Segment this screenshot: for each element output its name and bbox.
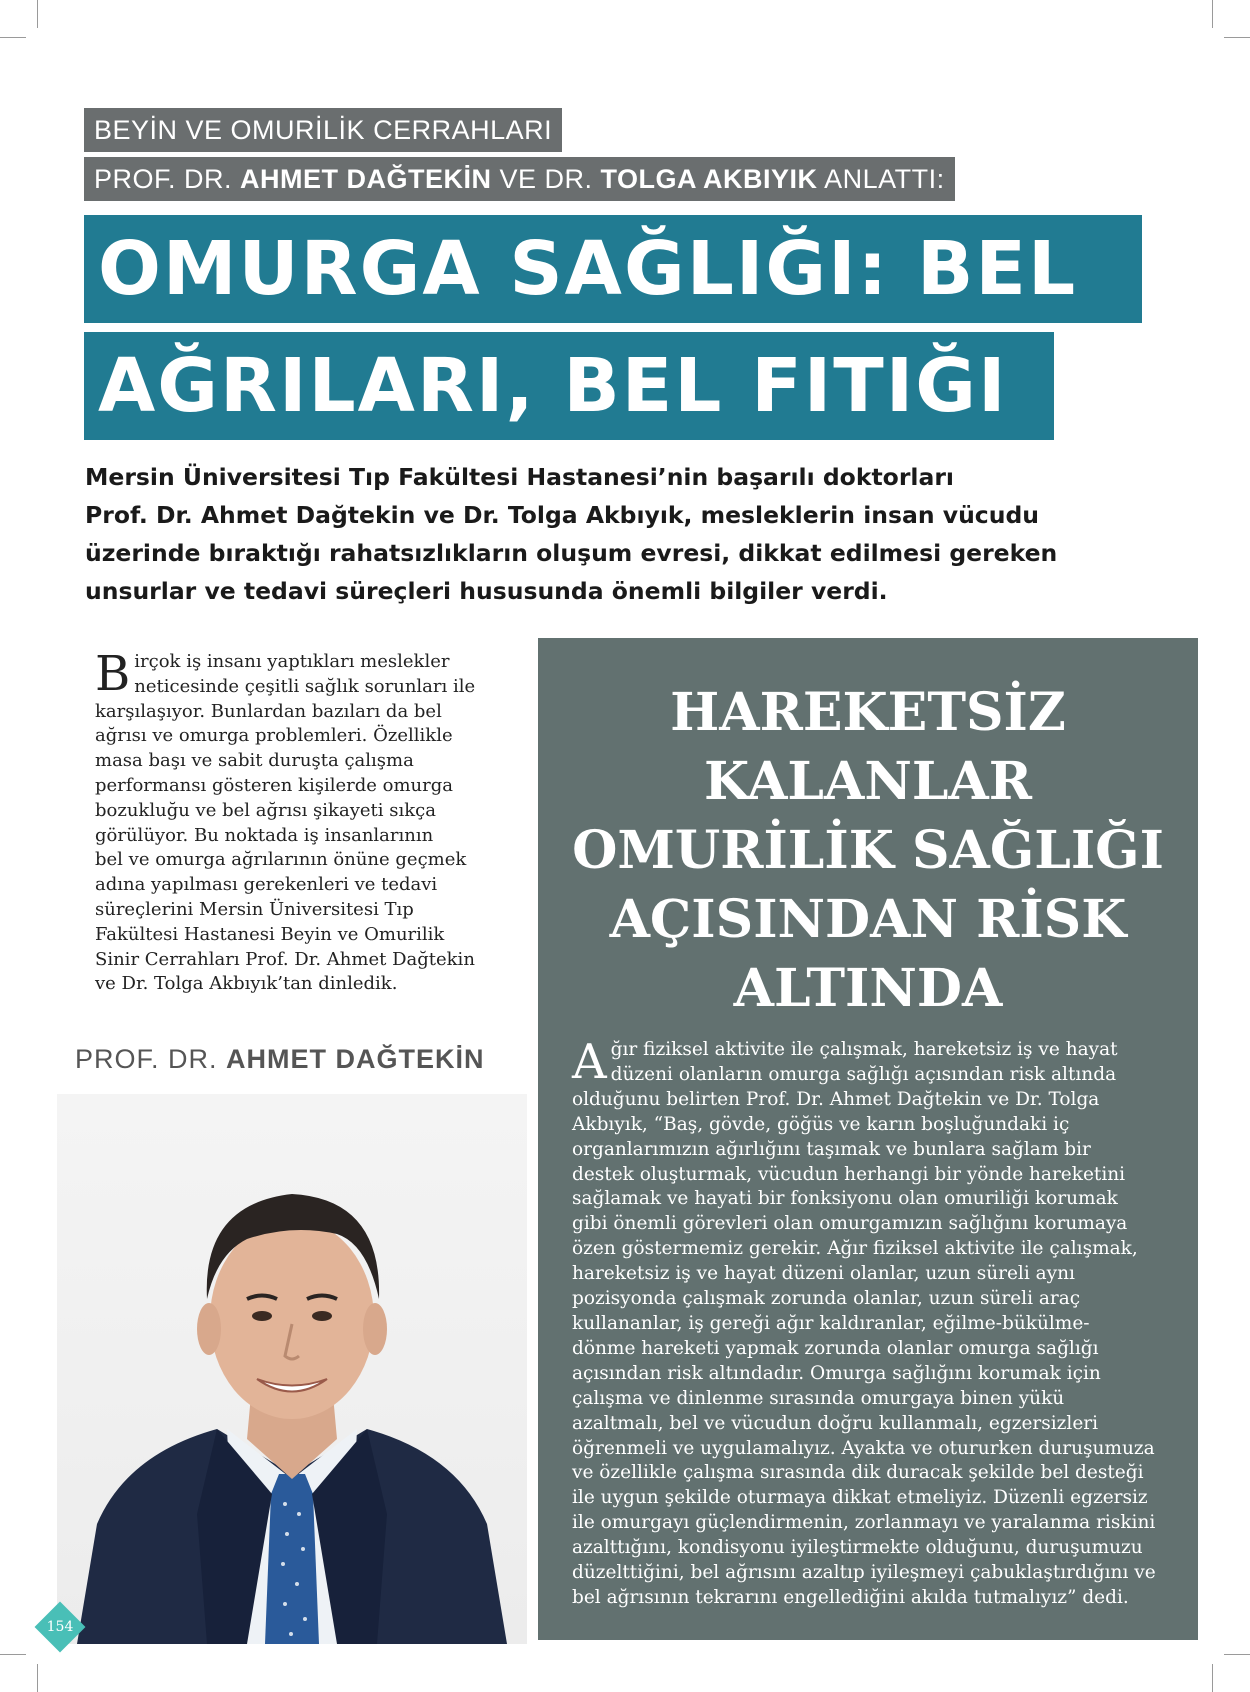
sidebar-heading-line: HAREKETSİZ <box>670 682 1066 743</box>
drop-cap: B <box>95 646 131 702</box>
intro-line: süreçlerini Mersin Üniversitesi Tıp <box>95 898 414 920</box>
sidebar-line: organlarımızın ağırlığını taşımak ve bunlara sağlam bir <box>572 1138 1091 1160</box>
crop-mark <box>1224 1654 1250 1655</box>
drop-cap: A <box>572 1034 607 1090</box>
sidebar-box <box>538 638 1198 1640</box>
sidebar-heading-line: OMURİLİK SAĞLIĞI <box>572 820 1164 881</box>
sidebar-line: ve özellikle çalışma sırasında dik duracak şekilde bel desteği <box>572 1462 1144 1484</box>
intro-line: bel ve omurga ağrılarının önüne geçmek <box>95 849 467 871</box>
intro-line: irçok iş insanı yaptıkları meslekler <box>134 651 450 672</box>
photo-caption <box>75 1044 485 1075</box>
lead-line: Prof. Dr. Ahmet Dağtekin ve Dr. Tolga Akbıyık, mesleklerin insan vücudu <box>85 501 1040 529</box>
caption-name: AHMET DAĞTEKİN <box>226 1044 485 1074</box>
page-number: 154 <box>46 1619 74 1635</box>
sidebar-heading-line: AÇISINDAN RİSK <box>609 889 1127 950</box>
kicker-line-2 <box>84 157 955 201</box>
crop-mark <box>0 37 26 38</box>
sidebar-line: ile omurgayı güçlendirmenin, zorlanmayı ve yaralanma riskini <box>572 1512 1156 1534</box>
intro-line: ve Dr. Tolga Akbıyık’tan dinledik. <box>95 973 398 995</box>
kicker-name-2: TOLGA AKBIYIK <box>600 164 818 194</box>
lead-line: Mersin Üniversitesi Tıp Fakültesi Hastanesi’nin başarılı doktorları <box>85 463 954 491</box>
intro-line: neticesinde çeşitli sağlık sorunları ile <box>134 675 476 697</box>
kicker-prefix-1: PROF. DR. <box>94 164 241 194</box>
crop-mark <box>1212 0 1213 28</box>
sidebar-line: azaltmalı, bel ve vücudun doğru kullanmalı, egzersizleri <box>572 1412 1099 1434</box>
intro-line: ağrısı ve omurga problemleri. Özellikle <box>95 725 453 747</box>
sidebar-line: kullananlar, iş gereği ağır kaldıranlar, eğilme-bükülme- <box>572 1312 1090 1334</box>
intro-line: Fakültesi Hastanesi Beyin ve Omurilik <box>95 923 445 945</box>
headline-line-2: AĞRILARI, BEL FITIĞI <box>84 332 1054 440</box>
intro-line: karşılaşıyor. Bunlardan bazıları da bel <box>95 700 442 722</box>
intro-line: adına yapılması gerekenleri ve tedavi <box>95 874 438 896</box>
crop-mark <box>1212 1664 1213 1692</box>
sidebar-line: özen göstermemiz gerekir. Ağır fiziksel aktivite ile çalışmak, <box>572 1238 1138 1260</box>
sidebar-line: öğrenmeli ve uygulamalıyız. Ayakta ve otururken duruşumuza <box>572 1437 1155 1459</box>
sidebar-line: bel ağrısının tekrarını engellediğini akılda tutmalıyız” dedi. <box>572 1586 1129 1608</box>
kicker-line-1: BEYİN VE OMURİLİK CERRAHLARI <box>84 108 562 152</box>
crop-mark <box>1224 37 1250 38</box>
sidebar-line: çalışma ve dinlenme sırasında omurgaya binen yükü <box>572 1387 1065 1409</box>
lead-line: üzerinde bıraktığı rahatsızlıkların oluşum evresi, dikkat edilmesi gereken <box>85 539 1058 567</box>
intro-line: masa başı ve sabit duruşta çalışma <box>95 750 414 772</box>
sidebar-heading-line: ALTINDA <box>733 958 1003 1019</box>
sidebar-body <box>572 1034 1172 1611</box>
sidebar-line: sağlamak ve hayati bir fonksiyonu olan omuriliği korumak <box>572 1188 1118 1210</box>
intro-line: bozukluğu ve bel ağrısı şikayeti sıkça <box>95 799 436 821</box>
sidebar-line: dönme hareketi yapmak zorunda olanlar omurga sağlığı <box>572 1337 1099 1359</box>
intro-line: Sinir Cerrahları Prof. Dr. Ahmet Dağtekin <box>95 948 475 970</box>
headline-line-1: OMURGA SAĞLIĞI: BEL <box>84 215 1142 323</box>
sidebar-line: destek oluşturmak, vücudun herhangi bir yönde hareketini <box>572 1163 1126 1185</box>
sidebar-line: düzeni olanların omurga sağlığı açısından risk altında <box>610 1063 1117 1085</box>
lead-paragraph <box>85 458 1115 610</box>
sidebar-line: ile uygun şekilde oturmaya dikkat etmeliyiz. Düzenli egzersiz <box>572 1487 1148 1509</box>
kicker-suffix: ANLATTI: <box>817 164 945 194</box>
crop-mark <box>37 0 38 28</box>
sidebar-line: açısından risk altındadır. Omurga sağlığını korumak için <box>572 1362 1101 1384</box>
sidebar-line: gibi önemli görevleri olan omurgamızın sağlığını korumaya <box>572 1213 1128 1235</box>
sidebar-line: hareketsiz iş ve hayat düzeni olanlar, uzun süreli aynı <box>572 1263 1075 1285</box>
portrait-photo <box>57 1094 527 1644</box>
sidebar-line: pozisyonda çalışmak zorunda olanlar, uzun süreli araç <box>572 1288 1081 1310</box>
sidebar-line: ğır fiziksel aktivite ile çalışmak, hareketsiz iş ve hayat <box>610 1039 1118 1060</box>
portrait-illustration <box>57 1094 527 1644</box>
sidebar-line: olduğunu belirten Prof. Dr. Ahmet Dağtekin ve Dr. Tolga <box>572 1088 1100 1110</box>
intro-line: görülüyor. Bu noktada iş insanlarının <box>95 824 434 846</box>
sidebar-heading <box>538 678 1198 1023</box>
sidebar-heading-line: KALANLAR <box>704 751 1032 812</box>
lead-line: unsurlar ve tedavi süreçleri hususunda önemli bilgiler verdi. <box>85 577 888 605</box>
intro-line: performansı gösteren kişilerde omurga <box>95 774 453 796</box>
caption-prefix: PROF. DR. <box>75 1044 227 1074</box>
intro-paragraph <box>95 646 495 997</box>
crop-mark <box>0 1654 26 1655</box>
sidebar-line: azalttığını, kondisyonu iyileştirmekte olduğunu, duruşumuzu <box>572 1537 1143 1559</box>
sidebar-line: Akbıyık, “Baş, gövde, göğüs ve karın boşluğundaki iç <box>572 1113 1070 1135</box>
kicker-name-1: AHMET DAĞTEKİN <box>240 164 492 194</box>
kicker-mid: VE DR. <box>491 164 601 194</box>
crop-mark <box>37 1664 38 1692</box>
sidebar-line: düzelttiğini, bel ağrısını azaltıp iyileşmeyi çabuklaştırdığını ve <box>572 1562 1156 1584</box>
